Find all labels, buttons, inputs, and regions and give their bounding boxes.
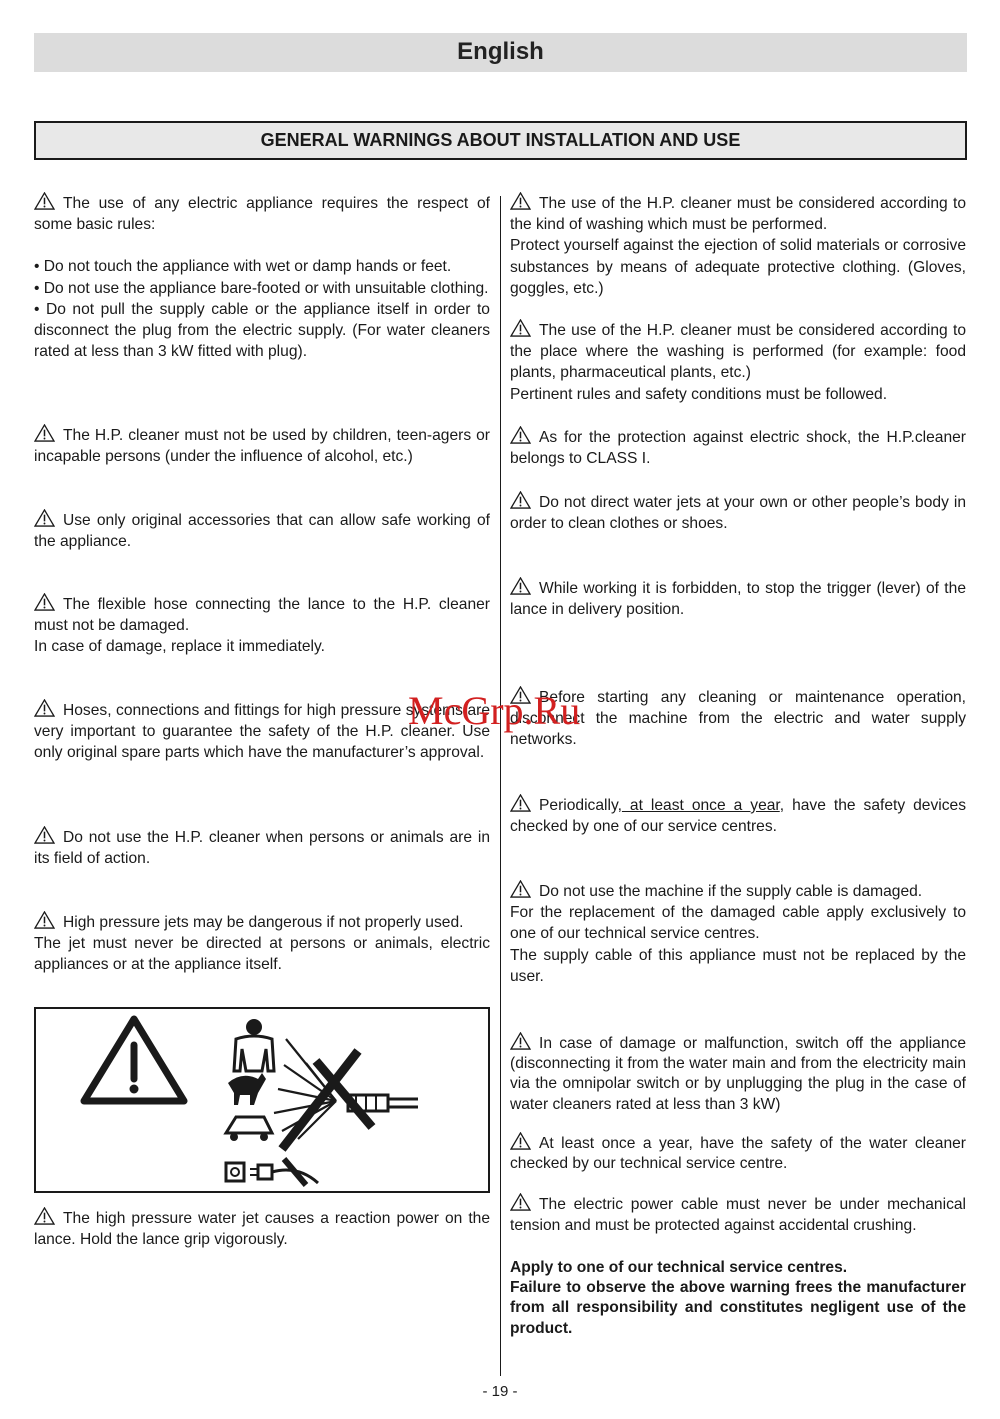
warning-text: Protect yourself against the ejection of solid materials or corrosive substances by means of adequate protective clothing. (Gloves, goggles, etc.) [510, 237, 966, 297]
warning-triangle-icon [510, 1193, 531, 1211]
warning-triangle-icon [510, 1032, 531, 1050]
warning-triangle-icon [34, 1207, 55, 1225]
final-notice [510, 1258, 966, 1339]
warning-damaged-cable [510, 880, 966, 987]
warning-class-one [510, 426, 966, 469]
warning-hose [34, 593, 490, 658]
warning-triangle-icon [510, 794, 531, 812]
warning-jets [34, 911, 490, 976]
warning-triangle-icon [510, 319, 531, 337]
warning-triangle-icon [34, 593, 55, 611]
warning-triangle-icon [510, 491, 531, 509]
warning-text: As for the protection against electric shock, the H.P.cleaner belongs to CLASS I. [510, 429, 966, 468]
warning-triangle-icon [510, 577, 531, 595]
warning-text: The high pressure water jet causes a reaction power on the lance. Hold the lance grip vigorously. [34, 1210, 490, 1249]
jet-hazard-pictogram [36, 1009, 488, 1191]
warning-text: Periodically, [539, 797, 622, 814]
page-number: - 19 - [482, 1383, 518, 1400]
warning-cable-tension [510, 1193, 966, 1236]
warning-periodic-check [510, 794, 966, 837]
underlined-text: at least once a year [621, 797, 780, 814]
warning-text: While working it is forbidden, to stop the trigger (lever) of the lance in delivery position. [510, 580, 966, 619]
warning-triangle-icon [510, 192, 531, 210]
warning-text: Do not use the H.P. cleaner when persons or animals are in its field of action. [34, 829, 490, 868]
warning-children [34, 424, 490, 467]
rule-item: • Do not touch the appliance with wet or damp hands or feet. [34, 258, 452, 276]
final-notice-line: Apply to one of our technical service centres. [510, 1259, 848, 1276]
warning-text: The use of the H.P. cleaner must be considered according to the place where the washing is performed (for example: food plants, pharmaceutical plants, etc.) [510, 322, 966, 382]
final-notice-line: Failure to observe the above warning frees the manufacturer from all responsibility and constitutes negligent use of the product. [510, 1279, 966, 1337]
column-divider [500, 196, 501, 1376]
warning-text: The flexible hose connecting the lance to the H.P. cleaner must not be damaged. [34, 596, 490, 635]
warning-text: Do not direct water jets at your own or other people’s body in order to clean clothes or shoes. [510, 494, 966, 533]
warning-triangle-icon [34, 424, 55, 442]
warning-reaction-power [34, 1207, 490, 1250]
warning-text: High pressure jets may be dangerous if not properly used. [63, 914, 464, 931]
warning-triangle-icon [510, 426, 531, 444]
warning-triangle-icon [510, 1132, 531, 1150]
warning-text: Before starting any cleaning or maintenance operation, disconnect the machine from the electric and water supply networks. [510, 689, 966, 749]
warning-text: In case of damage, replace it immediately. [34, 638, 325, 656]
warning-text: The supply cable of this appliance must not be replaced by the user. [510, 946, 966, 985]
safety-illustration [34, 1007, 490, 1193]
watermark: McGrp.Ru [408, 688, 581, 733]
warning-malfunction [510, 1032, 966, 1115]
rule-item: • Do not pull the supply cable or the appliance itself in order to disconnect the plug from the electric supply. (For water cleaners rated at less than 3 kW fitted with plug). [34, 300, 490, 361]
language-header: English [34, 33, 967, 72]
warning-text: The use of any electric appliance requires the respect of some basic rules: [34, 195, 490, 234]
warning-triangle-icon [510, 880, 531, 898]
warning-body-jets [510, 491, 966, 534]
warning-field-of-action [34, 826, 490, 869]
section-title: GENERAL WARNINGS ABOUT INSTALLATION AND USE [34, 121, 967, 160]
warning-accessories [34, 509, 490, 552]
warning-text: Do not use the machine if the supply cable is damaged. [539, 883, 923, 900]
warning-text: The use of the H.P. cleaner must be considered according to the kind of washing which must be performed. [510, 195, 966, 234]
warning-triangle-icon [34, 699, 55, 717]
warning-text: The H.P. cleaner must not be used by children, teen-agers or incapable persons (under the influence of alcohol, etc.) [34, 427, 490, 466]
warning-text: The electric power cable must never be under mechanical tension and must be protected against accidental crushing. [510, 1196, 966, 1235]
warning-basic-rules [34, 192, 490, 362]
warning-text: In case of damage or malfunction, switch off the appliance (disconnecting it from the water main and from the electricity main via the omnipolar switch or by unplugging the plug in the case of water cleaners rated at less than 3 kW) [510, 1035, 966, 1113]
warning-text: The jet must never be directed at persons or animals, electric appliances or at the appliance itself. [34, 935, 490, 974]
warning-washing-place [510, 319, 966, 405]
warning-annual-check [510, 1132, 966, 1174]
warning-text: For the replacement of the damaged cable apply exclusively to one of our technical service centres. [510, 904, 966, 943]
warning-washing-kind [510, 192, 966, 299]
warning-text: , have the safety devices checked by one of our service centres. [510, 797, 966, 836]
warning-text: At least once a year, have the safety of the water cleaner checked by our technical service centre. [510, 1135, 966, 1173]
rule-item: • Do not use the appliance bare-footed or with unsuitable clothing. [34, 279, 489, 297]
warning-text: Hoses, connections and fittings for high pressure systems are very important to guarantee the safety of the H.P. cleaner. Use only original spare parts which have the manufacturer’s approval. [34, 702, 490, 762]
warning-trigger [510, 577, 966, 620]
warning-triangle-icon [34, 509, 55, 527]
warning-triangle-icon [34, 192, 55, 210]
warning-triangle-icon [34, 911, 55, 929]
warning-text: Use only original accessories that can allow safe working of the appliance. [34, 512, 490, 551]
warning-text: Pertinent rules and safety conditions must be followed. [510, 385, 888, 403]
warning-triangle-icon [34, 826, 55, 844]
